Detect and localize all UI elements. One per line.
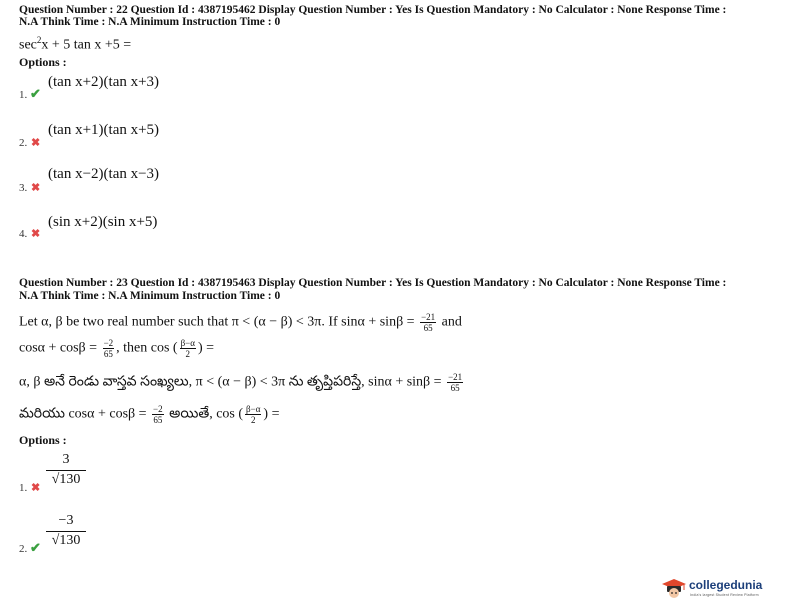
fraction-numerator: β−α xyxy=(180,338,195,348)
q23-en-line1 xyxy=(19,312,462,333)
logo-text: collegedunia xyxy=(689,578,763,592)
q22-header-line1: Question Number : 22 Question Id : 4387195462 Display Question Number : Yes Is Question Mandatory : No Calculator : None Response Time : xyxy=(19,4,727,16)
q23-te-line2 xyxy=(19,404,279,425)
q23-en-line2 xyxy=(19,338,214,359)
q23-header-line2: N.A Think Time : N.A Minimum Instruction Time : 0 xyxy=(19,290,281,302)
fraction-numerator: −21 xyxy=(448,372,463,382)
q22-option4-number: 4. xyxy=(19,228,28,240)
fraction-denominator: 65 xyxy=(423,323,433,333)
fraction-denominator: √130 xyxy=(51,472,81,487)
q23-en-line1-text: Let α, β be two real number such that π < (α − β) < 3π. If sinα + sinβ = xyxy=(19,314,415,330)
q22-question-text xyxy=(19,35,131,54)
fraction-denominator: 65 xyxy=(450,383,460,393)
q22-option4-text[interactable]: (sin x+2)(sin x+5) xyxy=(48,214,158,230)
q22-option3-text[interactable]: (tan x−2)(tan x−3) xyxy=(48,166,160,182)
check-icon: ✔ xyxy=(30,86,41,101)
q23-en-line2-text: cosα + cosβ = xyxy=(19,340,98,356)
q23-te-line2-end: ) = xyxy=(263,406,280,422)
logo-tagline: India's largest Student Review Platform xyxy=(690,593,759,597)
fraction-numerator: −3 xyxy=(46,513,86,532)
q23-options-label: Options : xyxy=(19,433,67,447)
cross-icon: ✖ xyxy=(31,228,41,240)
q22-question-sup: 2 xyxy=(36,35,42,45)
q23-te-line2-cos-fraction xyxy=(245,404,261,425)
q23-en-line1-fraction xyxy=(420,312,436,333)
q23-en-line1-and: and xyxy=(441,314,462,330)
q23-option1-number: 1. xyxy=(19,482,28,494)
q22-option2-number: 2. xyxy=(19,137,28,149)
q23-option2-fraction[interactable] xyxy=(46,513,86,549)
q23-en-line2-fraction xyxy=(103,338,115,359)
fraction-numerator: β−α xyxy=(246,404,261,414)
q22-option2-text[interactable]: (tan x+1)(tan x+5) xyxy=(48,122,160,138)
q23-te-line2-then: అయితే, cos ( xyxy=(169,406,244,422)
q23-te-line2-text: మరియు cosα + cosβ = xyxy=(19,406,147,422)
q22-option1-number: 1. xyxy=(19,89,28,101)
q22-option1-text[interactable]: (tan x+2)(tan x+3) xyxy=(48,74,160,90)
fraction-denominator: 2 xyxy=(250,415,256,425)
q23-en-line2-cos-fraction xyxy=(180,338,196,359)
fraction-denominator: 65 xyxy=(153,415,163,425)
q22-question-prefix: sec xyxy=(19,37,37,53)
fraction-numerator: −2 xyxy=(103,338,114,348)
q22-header-line2: N.A Think Time : N.A Minimum Instruction Time : 0 xyxy=(19,16,281,28)
q23-en-line2-then: , then cos ( xyxy=(116,340,178,356)
cross-icon: ✖ xyxy=(31,137,41,149)
cross-icon: ✖ xyxy=(31,482,41,494)
cross-icon: ✖ xyxy=(31,182,41,194)
q23-option1-fraction[interactable] xyxy=(46,452,86,488)
q23-te-line1 xyxy=(19,372,465,393)
q23-en-line2-end: ) = xyxy=(197,340,215,356)
q22-option3-number: 3. xyxy=(19,182,28,194)
fraction-numerator: −2 xyxy=(153,404,163,414)
q23-te-line1-fraction xyxy=(447,372,463,393)
q22-question-rest: x + 5 tan x +5 = xyxy=(41,37,132,53)
q22-options-label: Options : xyxy=(19,55,67,69)
q23-option2-number: 2. xyxy=(19,543,28,555)
fraction-denominator: 65 xyxy=(103,349,113,359)
graduate-cap-icon xyxy=(660,576,688,600)
q23-te-line1-text: α, β అనే రెండు వాస్తవ సంఖ్యలు, π < (α − β) < 3π ను తృప్తిపరిస్తే, sinα + sinβ = xyxy=(19,374,442,390)
fraction-numerator: 3 xyxy=(46,452,86,471)
fraction-denominator: √130 xyxy=(51,533,81,548)
fraction-numerator: −21 xyxy=(421,312,436,322)
q23-header-line1: Question Number : 23 Question Id : 4387195463 Display Question Number : Yes Is Question Mandatory : No Calculator : None Response Time : xyxy=(19,277,727,289)
fraction-denominator: 2 xyxy=(185,349,191,359)
check-icon: ✔ xyxy=(30,540,41,555)
q23-te-line2-fraction xyxy=(152,404,164,425)
